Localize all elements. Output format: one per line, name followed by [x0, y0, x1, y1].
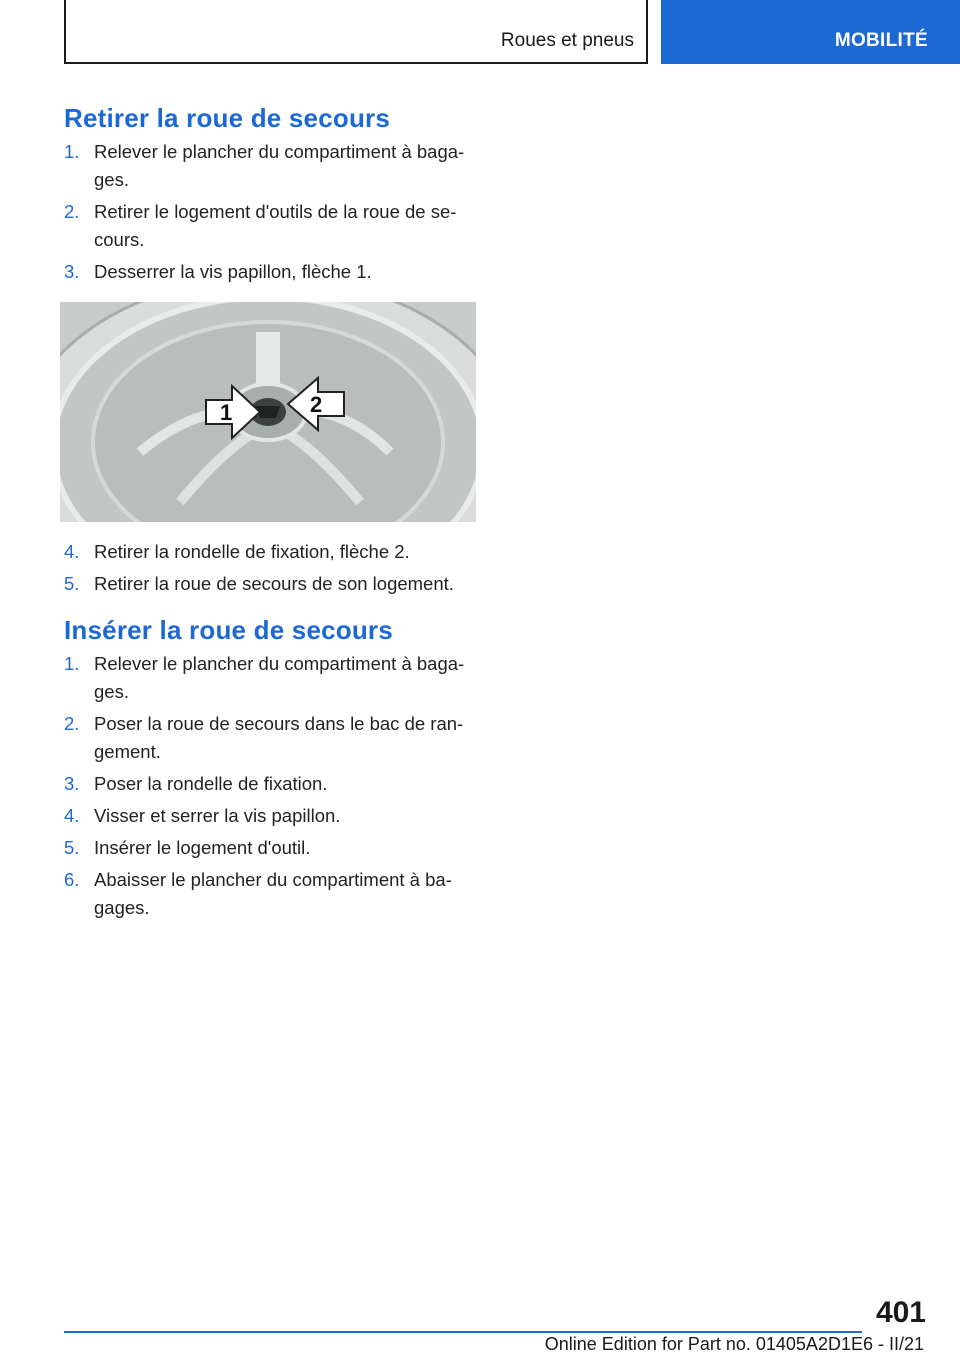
step-text: Visser et serrer la vis papillon. — [94, 805, 341, 826]
header-chapter-box — [64, 0, 648, 64]
arrow-1-label: 1 — [220, 400, 233, 425]
list-item — [64, 834, 476, 862]
step-text: Relever le plancher du compartiment à baga-ges. — [94, 653, 465, 702]
step-number: 5. — [64, 837, 80, 858]
step-number: 2. — [64, 201, 80, 222]
header-section-tab — [661, 0, 960, 64]
insert-steps-list — [64, 650, 476, 922]
list-item — [64, 138, 476, 194]
list-item — [64, 570, 476, 598]
step-text: Poser la roue de secours dans le bac de ran-gement. — [94, 713, 464, 762]
step-number: 1. — [64, 653, 80, 674]
footer-divider — [64, 1331, 862, 1333]
arrow-2-label: 2 — [310, 392, 323, 417]
step-number: 4. — [64, 541, 80, 562]
spare-wheel-illustration — [60, 302, 476, 522]
remove-steps-list — [64, 138, 476, 286]
page-content — [64, 98, 476, 926]
list-item — [64, 538, 476, 566]
page-number: 401 — [875, 1296, 926, 1329]
step-text: Insérer le logement d'outil. — [94, 837, 311, 858]
step-number: 5. — [64, 573, 80, 594]
step-text: Retirer la roue de secours de son logement. — [94, 573, 454, 594]
list-item — [64, 198, 476, 254]
step-text: Retirer la rondelle de fixation, flèche 2. — [94, 541, 410, 562]
remove-steps-list-continued — [64, 538, 476, 598]
step-text: Poser la rondelle de fixation. — [94, 773, 328, 794]
spare-wheel-figure — [60, 302, 476, 522]
step-text: Desserrer la vis papillon, flèche 1. — [94, 261, 372, 282]
list-item — [64, 866, 476, 922]
list-item — [64, 650, 476, 706]
step-number: 4. — [64, 805, 80, 826]
section-title-insert: Insérer la roue de secours — [64, 615, 393, 645]
step-number: 3. — [64, 773, 80, 794]
list-item — [64, 802, 476, 830]
step-number: 6. — [64, 869, 80, 890]
section-title-remove: Retirer la roue de secours — [64, 103, 390, 133]
list-item — [64, 710, 476, 766]
list-item — [64, 258, 476, 286]
header-chapter-title: Roues et pneus — [500, 30, 634, 51]
header-section-title: MOBILITÉ — [834, 30, 928, 51]
step-text: Abaisser le plancher du compartiment à ba-gages. — [94, 869, 452, 918]
footer-edition: Online Edition for Part no. 01405A2D1E6 - II/21 — [544, 1334, 924, 1354]
step-number: 1. — [64, 141, 80, 162]
list-item — [64, 770, 476, 798]
step-number: 3. — [64, 261, 80, 282]
step-text: Relever le plancher du compartiment à baga-ges. — [94, 141, 465, 190]
step-text: Retirer le logement d'outils de la roue de se-cours. — [94, 201, 457, 250]
step-number: 2. — [64, 713, 80, 734]
